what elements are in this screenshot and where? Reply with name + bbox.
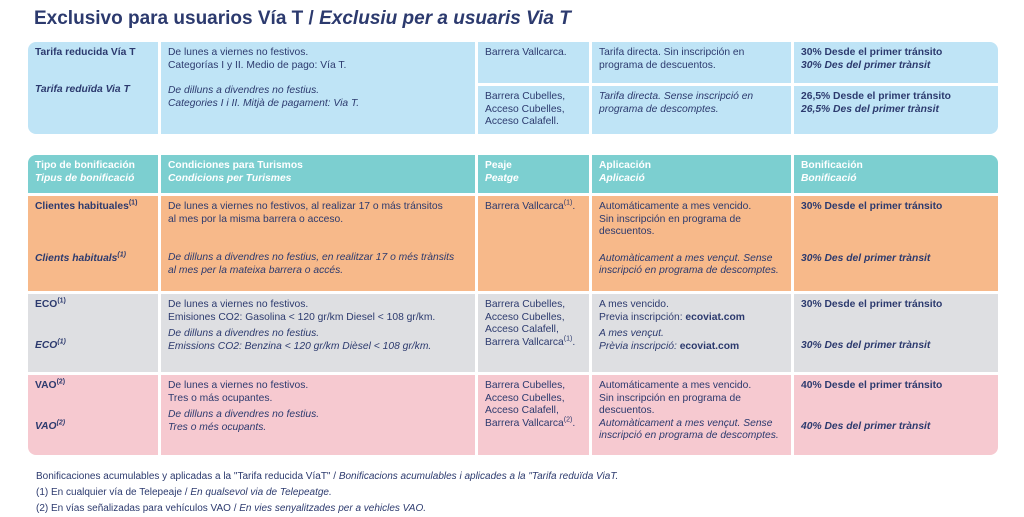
vao-toll-4: [485, 418, 582, 431]
eco-type-ca-text: ECO: [35, 339, 58, 351]
habitual-cond-es-1: De lunes a viernes no festivos, al realizar 17 o más tránsitos: [168, 201, 443, 212]
vao-type: [28, 375, 158, 455]
reduced-app-es-2: programa de descuentos.: [599, 59, 716, 71]
eco-type-es-text: ECO: [35, 299, 58, 310]
footnote-1-ca: En qualsevol via de Telepeatge.: [190, 487, 332, 498]
habitual-type: [28, 196, 158, 291]
habitual-app-ca-1: Automàticament a mes vençut. Sense: [599, 252, 773, 264]
header-bonus: [794, 155, 998, 193]
footnote-1-es: (1) En cualquier vía de Telepeaje: [36, 487, 183, 498]
habitual-sup-ca: (1): [117, 251, 126, 259]
eco-app-ca-1: A mes vençut.: [599, 328, 664, 339]
eco-type-es: [35, 299, 151, 312]
vao-cond-es-2: Tres o más ocupantes.: [168, 392, 273, 404]
habitual-cond-ca-2: al mes per la mateixa barrera o accés.: [168, 264, 344, 276]
vao-cond-ca-2: Tres o més ocupants.: [168, 421, 267, 433]
header-toll: [478, 155, 589, 193]
reduced-application: [592, 42, 791, 134]
eco-cond-ca-1: De dilluns a divendres no festius.: [168, 328, 320, 339]
reduced-toll-b-2: Acceso Cubelles,: [485, 103, 565, 115]
eco-toll-end: .: [572, 336, 576, 348]
eco-sup-es: (1): [57, 297, 66, 305]
reduced-app-ca-2: programa de descomptes.: [599, 103, 719, 115]
habitual-row: [28, 196, 998, 291]
reduced-toll-b-1: Barrera Cubelles,: [485, 91, 566, 102]
habitual-app-ca-2: inscripció en programa de descomptes.: [599, 265, 779, 276]
habitual-conditions: [161, 196, 475, 291]
habitual-type-es-text: Clientes habituales: [35, 201, 129, 212]
eco-type: [28, 294, 158, 372]
title-es: Exclusivo para usuarios Vía T: [34, 8, 304, 29]
habitual-sup-es: (1): [128, 199, 138, 207]
footnote-2-es: (2) En vías señalizadas para vehículos VAO: [36, 503, 231, 514]
eco-toll-4: [485, 337, 582, 350]
habitual-application: [592, 196, 791, 291]
header-type-es: Tipo de bonificación: [35, 160, 135, 171]
eco-toll-sup: (1): [563, 335, 573, 343]
reduced-tariff-row: [28, 42, 998, 134]
eco-bonus-es: 30% Desde el primer tránsito: [801, 299, 943, 310]
vao-row: [28, 375, 998, 455]
footnote-2-ca: En vies senyalitzades per a vehicles VAO.: [239, 503, 427, 514]
reduced-conditions: [161, 42, 475, 134]
footnote-sep-2: /: [230, 503, 240, 514]
bonus-table: [28, 155, 998, 455]
reduced-app-es-1: Tarifa directa. Sin inscripción en: [599, 47, 745, 58]
reduced-toll-a: [478, 42, 589, 83]
eco-toll-1: Barrera Cubelles,: [485, 299, 566, 310]
eco-cond-ca-2: Emissions CO2: Benzina < 120 gr/km Dièsel < 108 gr/km.: [168, 340, 432, 352]
eco-app-ca-2: [599, 341, 784, 354]
vao-type-ca-text: VAO: [35, 420, 57, 432]
vao-toll-1: Barrera Cubelles,: [485, 380, 566, 391]
vao-toll-end: .: [572, 417, 576, 429]
vao-type-ca: [35, 421, 151, 434]
vao-app-es-2: Sin inscripción en programa de: [599, 392, 741, 404]
title-separator: /: [303, 8, 320, 29]
footnote-sep-0: /: [330, 471, 339, 482]
vao-application: [592, 375, 791, 455]
header-bonus-es: Bonificación: [801, 160, 863, 171]
eco-bonus-ca: 30% Des del primer trànsit: [801, 339, 931, 351]
eco-app-es-2: [599, 312, 784, 325]
vao-app-ca-1: Automàticament a mes vençut. Sense: [599, 417, 773, 429]
habitual-bonus: [794, 196, 998, 291]
reduced-app-es: [592, 42, 791, 83]
eco-toll: [478, 294, 589, 372]
reduced-bonus-a-es: 30% Desde el primer tránsito: [801, 47, 943, 58]
reduced-toll-b-3: Acceso Calafell.: [485, 116, 559, 127]
footnote-1: [36, 485, 618, 501]
footnote-2: [36, 501, 618, 517]
eco-toll-4-text: Barrera Vallcarca: [485, 336, 564, 348]
eco-app-es-1: A mes vencido.: [599, 299, 669, 310]
eco-app-es-2-text: Previa inscripción:: [599, 311, 686, 323]
vao-conditions: [161, 375, 475, 455]
eco-toll-2: Acceso Cubelles,: [485, 311, 565, 323]
habitual-cond-es-2: al mes por la misma barrera o acceso.: [168, 213, 344, 225]
header-bonus-ca: Bonificació: [801, 172, 857, 184]
habitual-toll-sup: (1): [563, 199, 573, 207]
reduced-cond-es-1: De lunes a viernes no festivos.: [168, 47, 309, 58]
habitual-toll-text: Barrera Vallcarca: [485, 201, 564, 212]
vao-sup-ca: (2): [56, 419, 66, 427]
eco-cond-es-2: Emisiones CO2: Gasolina < 120 gr/km Diesel < 108 gr/km.: [168, 311, 436, 323]
footnote-sep-1: /: [182, 487, 191, 498]
vao-app-ca-2: inscripció en programa de descomptes.: [599, 430, 779, 441]
vao-app-es-1: Automáticamente a mes vencido.: [599, 380, 752, 391]
header-toll-es: Peaje: [485, 160, 512, 171]
vao-toll-2: Acceso Cubelles,: [485, 392, 565, 404]
vao-toll-4-text: Barrera Vallcarca: [485, 417, 564, 429]
reduced-toll-b: [478, 86, 589, 134]
header-application-ca: Aplicació: [599, 172, 645, 184]
footnote-cumulative-es: Bonificaciones acumulables y aplicadas a la "Tarifa reducida VíaT": [36, 471, 331, 482]
footnotes: [36, 469, 618, 517]
header-conditions-ca: Condicions per Turismes: [168, 172, 292, 184]
reduced-type-ca: Tarifa reduïda Via T: [35, 83, 130, 95]
eco-toll-3: Acceso Calafell,: [485, 324, 559, 335]
reduced-bonus-b-es: 26,5% Desde el primer tránsito: [801, 91, 951, 102]
eco-row: [28, 294, 998, 372]
title-ca: Exclusiu per a usuaris Via T: [319, 8, 571, 29]
header-conditions: [161, 155, 475, 193]
vao-app-es-3: descuentos.: [599, 405, 655, 416]
eco-app-ca-2-text: Prèvia inscripció:: [599, 340, 680, 352]
habitual-app-es-3: descuentos.: [599, 226, 655, 237]
habitual-bonus-es: 30% Desde el primer tránsito: [801, 201, 943, 212]
header-application: [592, 155, 791, 193]
eco-sup-ca: (1): [57, 338, 66, 346]
eco-type-ca: [35, 340, 151, 353]
vao-toll-sup: (2): [563, 416, 573, 424]
vao-cond-es-1: De lunes a viernes no festivos.: [168, 380, 309, 391]
vao-toll: [478, 375, 589, 455]
reduced-type-es: Tarifa reducida Vía T: [35, 47, 136, 58]
vao-toll-3: Acceso Calafell,: [485, 405, 559, 416]
habitual-type-ca: [35, 253, 151, 266]
reduced-app-ca: [592, 86, 791, 134]
habitual-type-ca-text: Clients habituals: [35, 252, 118, 264]
vao-cond-ca-1: De dilluns a divendres no festius.: [168, 409, 320, 420]
habitual-app-es-2: Sin inscripción en programa de: [599, 213, 741, 225]
reduced-cond-es-2: Categorías I y II. Medio de pago: Vía T.: [168, 59, 347, 71]
ecoviat-link-ca[interactable]: ecoviat.com: [679, 340, 740, 352]
reduced-cond-ca-2: Categories I i II. Mitjà de pagament: Via T.: [168, 97, 360, 109]
vao-bonus-es: 40% Desde el primer tránsito: [801, 380, 943, 391]
habitual-app-es-1: Automáticamente a mes vencido.: [599, 201, 752, 212]
reduced-tariff-type: [28, 42, 158, 134]
footnote-cumulative-ca: Bonificacions acumulables i aplicades a la "Tarifa reduïda ViaT.: [338, 471, 619, 482]
reduced-bonus-b: [794, 86, 998, 134]
page-title: [34, 8, 571, 30]
bonus-table-header: [28, 155, 998, 193]
eco-bonus: [794, 294, 998, 372]
footnote-cumulative: [36, 469, 618, 485]
habitual-toll-line: [485, 201, 582, 214]
habitual-toll: [478, 196, 589, 291]
habitual-cond-ca-1: De dilluns a divendres no festius, en realitzar 17 o més trànsits: [168, 252, 455, 263]
header-type: [28, 155, 158, 193]
reduced-bonus-a: [794, 42, 998, 83]
vao-type-es-text: VAO: [35, 380, 57, 391]
header-type-ca: Tipus de bonificació: [35, 172, 135, 184]
eco-conditions: [161, 294, 475, 372]
vao-bonus: [794, 375, 998, 455]
reduced-bonus-a-ca: 30% Des del primer trànsit: [801, 59, 931, 71]
reduced-bonus: [794, 42, 998, 134]
vao-type-es: [35, 380, 151, 393]
vao-sup-es: (2): [56, 378, 66, 386]
reduced-cond-ca-1: De dilluns a divendres no festius.: [168, 85, 320, 96]
vao-bonus-ca: 40% Des del primer trànsit: [801, 420, 931, 432]
header-toll-ca: Peatge: [485, 172, 519, 184]
eco-application: [592, 294, 791, 372]
reduced-tariff-table: [28, 42, 998, 134]
habitual-toll-end: .: [572, 201, 576, 212]
reduced-bonus-b-ca: 26,5% Des del primer trànsit: [801, 103, 939, 115]
eco-cond-es-1: De lunes a viernes no festivos.: [168, 299, 309, 310]
ecoviat-link-es[interactable]: ecoviat.com: [685, 311, 745, 323]
header-application-es: Aplicación: [599, 160, 652, 171]
habitual-bonus-ca: 30% Des del primer trànsit: [801, 252, 931, 264]
reduced-toll: [478, 42, 589, 134]
habitual-type-es: [35, 201, 151, 214]
header-conditions-es: Condiciones para Turismos: [168, 160, 303, 171]
reduced-app-ca-1: Tarifa directa. Sense inscripció en: [599, 91, 754, 102]
reduced-toll-a-text: Barrera Vallcarca.: [485, 47, 567, 58]
